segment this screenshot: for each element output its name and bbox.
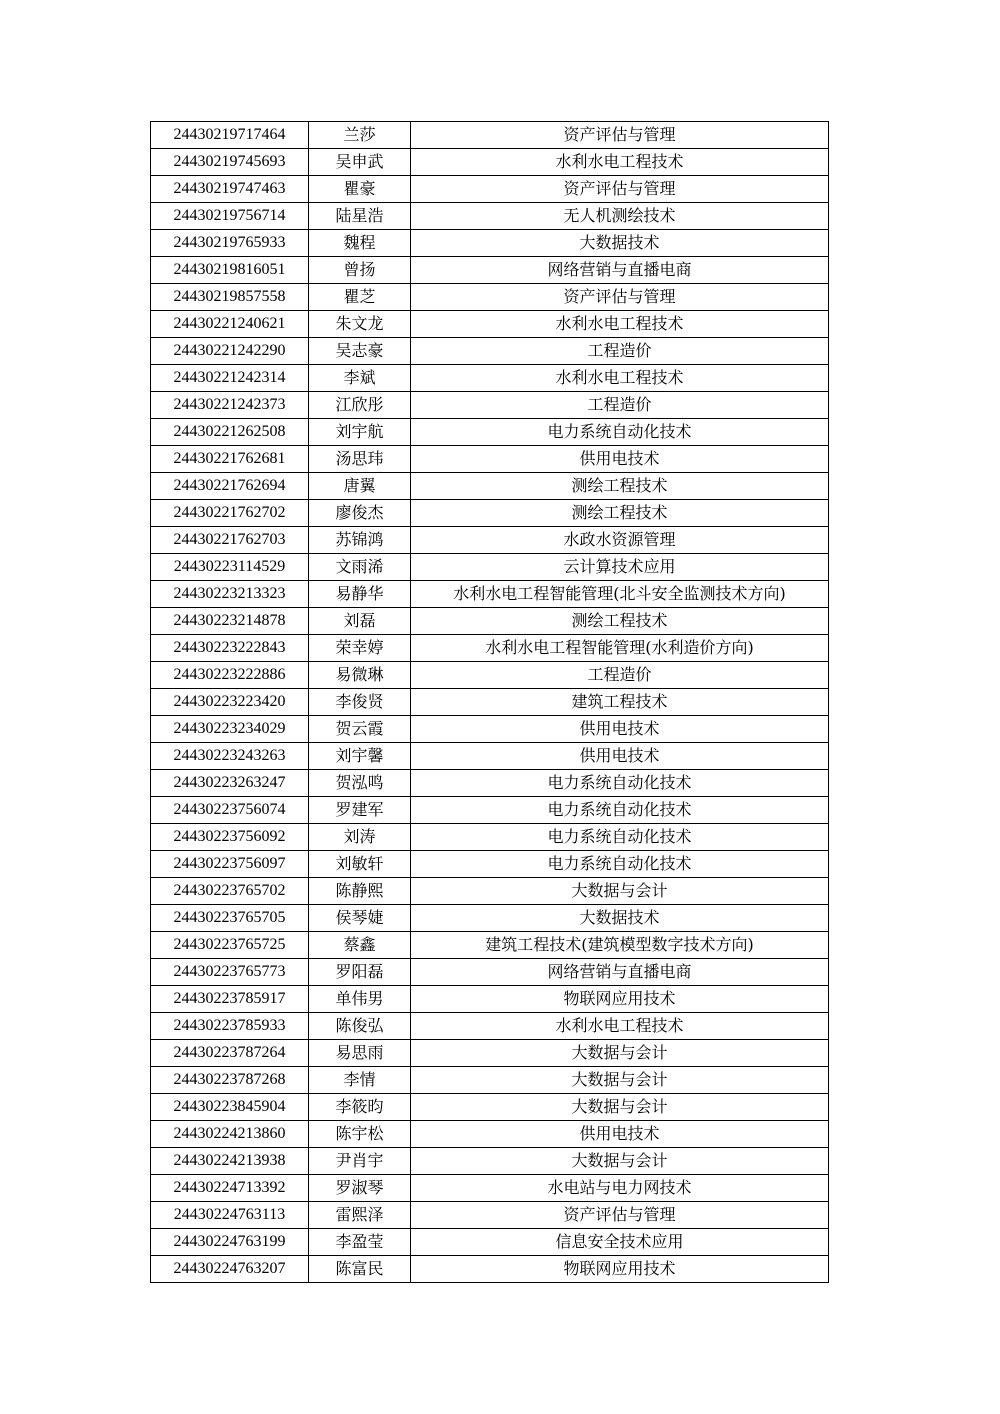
major-cell: 信息安全技术应用: [411, 1229, 829, 1256]
student-id-cell: 24430219756714: [151, 203, 309, 230]
major-cell: 水电站与电力网技术: [411, 1175, 829, 1202]
student-id-cell: 24430223114529: [151, 554, 309, 581]
student-id-cell: 24430221242373: [151, 392, 309, 419]
table-row: [151, 365, 829, 392]
student-id-cell: 24430223756074: [151, 797, 309, 824]
student-id-cell: 24430223223420: [151, 689, 309, 716]
table-row: [151, 608, 829, 635]
student-id-cell: 24430223234029: [151, 716, 309, 743]
table-row: [151, 1094, 829, 1121]
student-id-cell: 24430219747463: [151, 176, 309, 203]
student-name-cell: 李斌: [309, 365, 411, 392]
major-cell: 供用电技术: [411, 716, 829, 743]
student-id-cell: 24430224713392: [151, 1175, 309, 1202]
student-id-cell: 24430223213323: [151, 581, 309, 608]
major-cell: 大数据技术: [411, 230, 829, 257]
major-cell: 水利水电工程智能管理(水利造价方向): [411, 635, 829, 662]
student-id-cell: 24430223787268: [151, 1067, 309, 1094]
student-name-cell: 易思雨: [309, 1040, 411, 1067]
major-cell: 资产评估与管理: [411, 176, 829, 203]
student-name-cell: 瞿芝: [309, 284, 411, 311]
table-row: [151, 311, 829, 338]
major-cell: 水利水电工程技术: [411, 149, 829, 176]
table-row: [151, 1040, 829, 1067]
table-row: [151, 581, 829, 608]
student-name-cell: 罗淑琴: [309, 1175, 411, 1202]
major-cell: 物联网应用技术: [411, 1256, 829, 1283]
major-cell: 工程造价: [411, 662, 829, 689]
table-row: [151, 149, 829, 176]
student-id-cell: 24430223765705: [151, 905, 309, 932]
table-row: [151, 797, 829, 824]
table-row: [151, 932, 829, 959]
student-name-cell: 兰莎: [309, 122, 411, 149]
student-name-cell: 刘涛: [309, 824, 411, 851]
student-name-cell: 陆星浩: [309, 203, 411, 230]
student-id-cell: 24430224763207: [151, 1256, 309, 1283]
table-row: [151, 662, 829, 689]
table-body: [151, 122, 829, 1283]
table-row: [151, 1229, 829, 1256]
major-cell: 建筑工程技术(建筑模型数字技术方向): [411, 932, 829, 959]
student-id-cell: 24430223222843: [151, 635, 309, 662]
student-id-cell: 24430221240621: [151, 311, 309, 338]
student-id-cell: 24430223263247: [151, 770, 309, 797]
student-name-cell: 刘宇馨: [309, 743, 411, 770]
major-cell: 网络营销与直播电商: [411, 959, 829, 986]
student-name-cell: 李筱昀: [309, 1094, 411, 1121]
student-id-cell: 24430223785917: [151, 986, 309, 1013]
student-id-cell: 24430224213860: [151, 1121, 309, 1148]
table-row: [151, 1121, 829, 1148]
student-name-cell: 尹肖宇: [309, 1148, 411, 1175]
student-name-cell: 单伟男: [309, 986, 411, 1013]
table-row: [151, 824, 829, 851]
student-id-cell: 24430221762694: [151, 473, 309, 500]
table-row: [151, 770, 829, 797]
table-row: [151, 743, 829, 770]
student-name-cell: 陈富民: [309, 1256, 411, 1283]
table-row: [151, 257, 829, 284]
student-name-cell: 侯琴婕: [309, 905, 411, 932]
student-name-cell: 魏程: [309, 230, 411, 257]
student-id-cell: 24430219745693: [151, 149, 309, 176]
major-cell: 电力系统自动化技术: [411, 851, 829, 878]
student-name-cell: 易微琳: [309, 662, 411, 689]
table-row: [151, 554, 829, 581]
student-id-cell: 24430221762681: [151, 446, 309, 473]
student-name-cell: 瞿豪: [309, 176, 411, 203]
table-row: [151, 392, 829, 419]
student-name-cell: 刘磊: [309, 608, 411, 635]
student-id-cell: 24430224763199: [151, 1229, 309, 1256]
student-name-cell: 吴申武: [309, 149, 411, 176]
student-id-cell: 24430219717464: [151, 122, 309, 149]
major-cell: 电力系统自动化技术: [411, 770, 829, 797]
table-row: [151, 230, 829, 257]
major-cell: 测绘工程技术: [411, 608, 829, 635]
student-id-cell: 24430221762703: [151, 527, 309, 554]
major-cell: 云计算技术应用: [411, 554, 829, 581]
student-name-cell: 贺云霞: [309, 716, 411, 743]
table-row: [151, 122, 829, 149]
student-id-cell: 24430223845904: [151, 1094, 309, 1121]
major-cell: 电力系统自动化技术: [411, 797, 829, 824]
student-id-cell: 24430219857558: [151, 284, 309, 311]
student-id-cell: 24430221242314: [151, 365, 309, 392]
student-name-cell: 罗建军: [309, 797, 411, 824]
table-row: [151, 284, 829, 311]
table-row: [151, 446, 829, 473]
student-id-cell: 24430223785933: [151, 1013, 309, 1040]
table-row: [151, 851, 829, 878]
table-row: [151, 473, 829, 500]
table-row: [151, 176, 829, 203]
student-name-cell: 吴志豪: [309, 338, 411, 365]
table-row: [151, 1148, 829, 1175]
table-row: [151, 1256, 829, 1283]
student-name-cell: 刘宇航: [309, 419, 411, 446]
major-cell: 水利水电工程智能管理(北斗安全监测技术方向): [411, 581, 829, 608]
student-name-cell: 李情: [309, 1067, 411, 1094]
student-name-cell: 陈宇松: [309, 1121, 411, 1148]
major-cell: 电力系统自动化技术: [411, 419, 829, 446]
student-id-cell: 24430223787264: [151, 1040, 309, 1067]
major-cell: 供用电技术: [411, 743, 829, 770]
major-cell: 大数据与会计: [411, 1094, 829, 1121]
table-row: [151, 905, 829, 932]
major-cell: 建筑工程技术: [411, 689, 829, 716]
major-cell: 水利水电工程技术: [411, 1013, 829, 1040]
major-cell: 大数据与会计: [411, 1040, 829, 1067]
major-cell: 供用电技术: [411, 446, 829, 473]
student-id-cell: 24430223222886: [151, 662, 309, 689]
student-name-cell: 苏锦鸿: [309, 527, 411, 554]
major-cell: 工程造价: [411, 338, 829, 365]
student-id-cell: 24430224763113: [151, 1202, 309, 1229]
table-row: [151, 959, 829, 986]
student-id-cell: 24430219816051: [151, 257, 309, 284]
major-cell: 工程造价: [411, 392, 829, 419]
student-name-cell: 汤思玮: [309, 446, 411, 473]
major-cell: 物联网应用技术: [411, 986, 829, 1013]
table-row: [151, 1067, 829, 1094]
table-row: [151, 689, 829, 716]
table-row: [151, 419, 829, 446]
student-id-cell: 24430223765702: [151, 878, 309, 905]
major-cell: 资产评估与管理: [411, 122, 829, 149]
student-name-cell: 文雨浠: [309, 554, 411, 581]
table-row: [151, 500, 829, 527]
major-cell: 测绘工程技术: [411, 500, 829, 527]
student-name-cell: 曾扬: [309, 257, 411, 284]
table-row: [151, 1202, 829, 1229]
major-cell: 大数据与会计: [411, 878, 829, 905]
student-id-cell: 24430223214878: [151, 608, 309, 635]
major-cell: 大数据与会计: [411, 1067, 829, 1094]
table-row: [151, 878, 829, 905]
student-name-cell: 李盈莹: [309, 1229, 411, 1256]
student-name-cell: 罗阳磊: [309, 959, 411, 986]
student-name-cell: 荣幸婷: [309, 635, 411, 662]
student-major-table: [150, 121, 829, 1283]
student-name-cell: 廖俊杰: [309, 500, 411, 527]
student-name-cell: 李俊贤: [309, 689, 411, 716]
major-cell: 供用电技术: [411, 1121, 829, 1148]
student-name-cell: 雷熙泽: [309, 1202, 411, 1229]
table-row: [151, 203, 829, 230]
student-id-cell: 24430223765773: [151, 959, 309, 986]
major-cell: 无人机测绘技术: [411, 203, 829, 230]
student-name-cell: 唐翼: [309, 473, 411, 500]
student-id-cell: 24430223756092: [151, 824, 309, 851]
table-row: [151, 1013, 829, 1040]
student-id-cell: 24430223243263: [151, 743, 309, 770]
student-name-cell: 朱文龙: [309, 311, 411, 338]
student-name-cell: 蔡鑫: [309, 932, 411, 959]
student-id-cell: 24430224213938: [151, 1148, 309, 1175]
table-row: [151, 635, 829, 662]
major-cell: 测绘工程技术: [411, 473, 829, 500]
student-id-cell: 24430223765725: [151, 932, 309, 959]
student-name-cell: 陈静熙: [309, 878, 411, 905]
student-id-cell: 24430219765933: [151, 230, 309, 257]
student-id-cell: 24430221762702: [151, 500, 309, 527]
student-id-cell: 24430221242290: [151, 338, 309, 365]
major-cell: 资产评估与管理: [411, 1202, 829, 1229]
student-id-cell: 24430223756097: [151, 851, 309, 878]
table-row: [151, 338, 829, 365]
major-cell: 资产评估与管理: [411, 284, 829, 311]
table-row: [151, 716, 829, 743]
student-name-cell: 刘敏轩: [309, 851, 411, 878]
table-row: [151, 1175, 829, 1202]
table-row: [151, 986, 829, 1013]
major-cell: 水利水电工程技术: [411, 311, 829, 338]
major-cell: 电力系统自动化技术: [411, 824, 829, 851]
student-name-cell: 易静华: [309, 581, 411, 608]
table-row: [151, 527, 829, 554]
student-name-cell: 贺泓鸣: [309, 770, 411, 797]
student-name-cell: 江欣彤: [309, 392, 411, 419]
student-id-cell: 24430221262508: [151, 419, 309, 446]
student-name-cell: 陈俊弘: [309, 1013, 411, 1040]
major-cell: 大数据技术: [411, 905, 829, 932]
major-cell: 水政水资源管理: [411, 527, 829, 554]
major-cell: 网络营销与直播电商: [411, 257, 829, 284]
major-cell: 大数据与会计: [411, 1148, 829, 1175]
major-cell: 水利水电工程技术: [411, 365, 829, 392]
